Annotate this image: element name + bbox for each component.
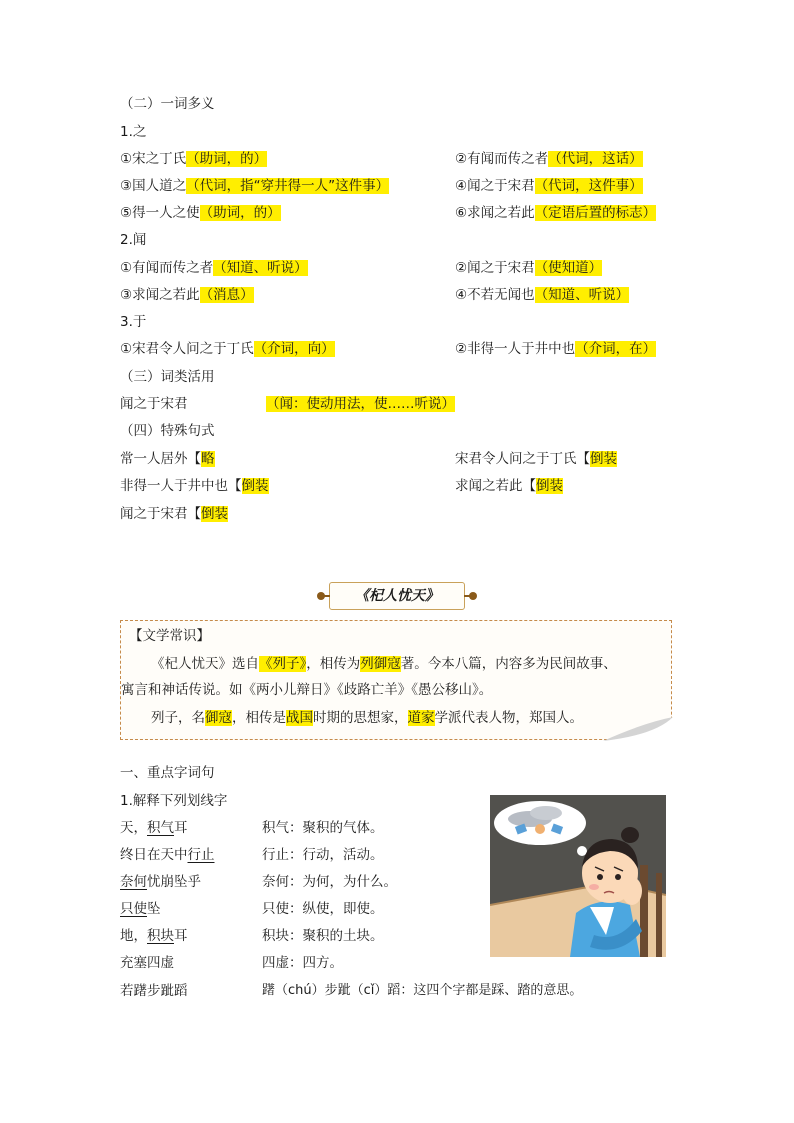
sentence-item-1: 常一人居外【略 bbox=[120, 451, 215, 467]
vocab-def-6: 四虚：四方。 bbox=[262, 955, 343, 971]
part-subheading: 1.解释下列划线字 bbox=[120, 793, 228, 809]
vocab-row-5: 地，积块耳 bbox=[120, 928, 188, 944]
zhi-item-4: ④闻之于宋君（代词，这件事） bbox=[455, 178, 643, 194]
word-class-item: 闻之于宋君 bbox=[120, 396, 188, 412]
sentence-item-2: 宋君令人问之于丁氏【倒装 bbox=[455, 451, 617, 467]
box-paragraph-2: 列子，名御寇，相传是战国时期的思想家，道家学派代表人物，郑国人。 bbox=[151, 710, 583, 726]
wen-item-2: ②闻之于宋君（使知道） bbox=[455, 260, 603, 276]
vocab-row-7: 若躇步跐蹈 bbox=[120, 983, 188, 999]
sentence-item-5: 闻之于宋君【倒装 bbox=[120, 506, 228, 522]
vocab-def-5: 积块：聚积的土块。 bbox=[262, 928, 384, 944]
vocab-def-7: 躇（chú）步跐（cǐ）蹈：这四个字都是踩、踏的意思。 bbox=[262, 983, 583, 998]
subheading-wen: 2.闻 bbox=[120, 232, 147, 248]
box-label: 【文学常识】 bbox=[129, 628, 210, 644]
vocab-def-1: 积气：聚积的气体。 bbox=[262, 820, 384, 836]
wen-item-1: ①有闻而传之者（知道、听说） bbox=[120, 260, 308, 276]
zhi-item-5: ⑤得一人之使（助词，的） bbox=[120, 205, 281, 221]
vocab-row-4: 只使坠 bbox=[120, 901, 161, 917]
vocab-row-2: 终日在天中行止 bbox=[120, 847, 215, 863]
zhi-item-6: ⑥求闻之若此（定语后置的标志） bbox=[455, 205, 657, 221]
vocab-row-1: 天，积气耳 bbox=[120, 820, 188, 836]
section-heading-word-class: （三）词类活用 bbox=[120, 369, 215, 385]
vocab-def-2: 行止：行动，活动。 bbox=[262, 847, 384, 863]
yu-item-1: ①宋君令人问之于丁氏（介词，向） bbox=[120, 341, 335, 357]
section-heading-sentence: （四）特殊句式 bbox=[120, 423, 215, 439]
wen-item-4: ④不若无闻也（知道、听说） bbox=[455, 287, 630, 303]
zhi-item-2: ②有闻而传之者（代词，这话） bbox=[455, 151, 643, 167]
sentence-item-3: 非得一人于井中也【倒装 bbox=[120, 478, 269, 494]
worried-man-illustration bbox=[490, 795, 666, 957]
box-paragraph-1-line-1: 《杞人忧天》选自《列子》，相传为列御寇著。今本八篇，内容多为民间故事、 bbox=[151, 656, 617, 672]
part-heading: 一、重点字词句 bbox=[120, 765, 215, 781]
lesson-title: 《杞人忧天》 bbox=[355, 588, 439, 604]
vocab-def-3: 奈何：为何，为什么。 bbox=[262, 874, 397, 890]
vocab-row-3: 奈何忧崩坠乎 bbox=[120, 874, 201, 890]
subheading-zhi: 1.之 bbox=[120, 124, 147, 140]
vocab-def-4: 只使：纵使，即使。 bbox=[262, 901, 384, 917]
box-paragraph-1-line-2: 寓言和神话传说。如《两小儿辩日》《歧路亡羊》《愚公移山》。 bbox=[121, 682, 493, 698]
ornament-right bbox=[469, 592, 477, 600]
section-heading-polysemy: （二）一词多义 bbox=[120, 96, 215, 112]
wen-item-3: ③求闻之若此（消息） bbox=[120, 287, 254, 303]
zhi-item-3: ③国人道之（代词，指“穿井得一人”这件事） bbox=[120, 178, 390, 194]
yu-item-2: ②非得一人于井中也（介词，在） bbox=[455, 341, 657, 357]
lesson-title-badge bbox=[329, 582, 465, 610]
vocab-row-6: 充塞四虚 bbox=[120, 955, 174, 971]
literary-knowledge-box bbox=[120, 620, 672, 740]
word-class-note: （闻：使动用法，使……听说） bbox=[266, 396, 455, 412]
subheading-yu: 3.于 bbox=[120, 314, 147, 330]
page-curl-icon bbox=[603, 717, 673, 741]
sentence-item-4: 求闻之若此【倒装 bbox=[455, 478, 563, 494]
zhi-item-1: ①宋之丁氏（助词，的） bbox=[120, 151, 268, 167]
